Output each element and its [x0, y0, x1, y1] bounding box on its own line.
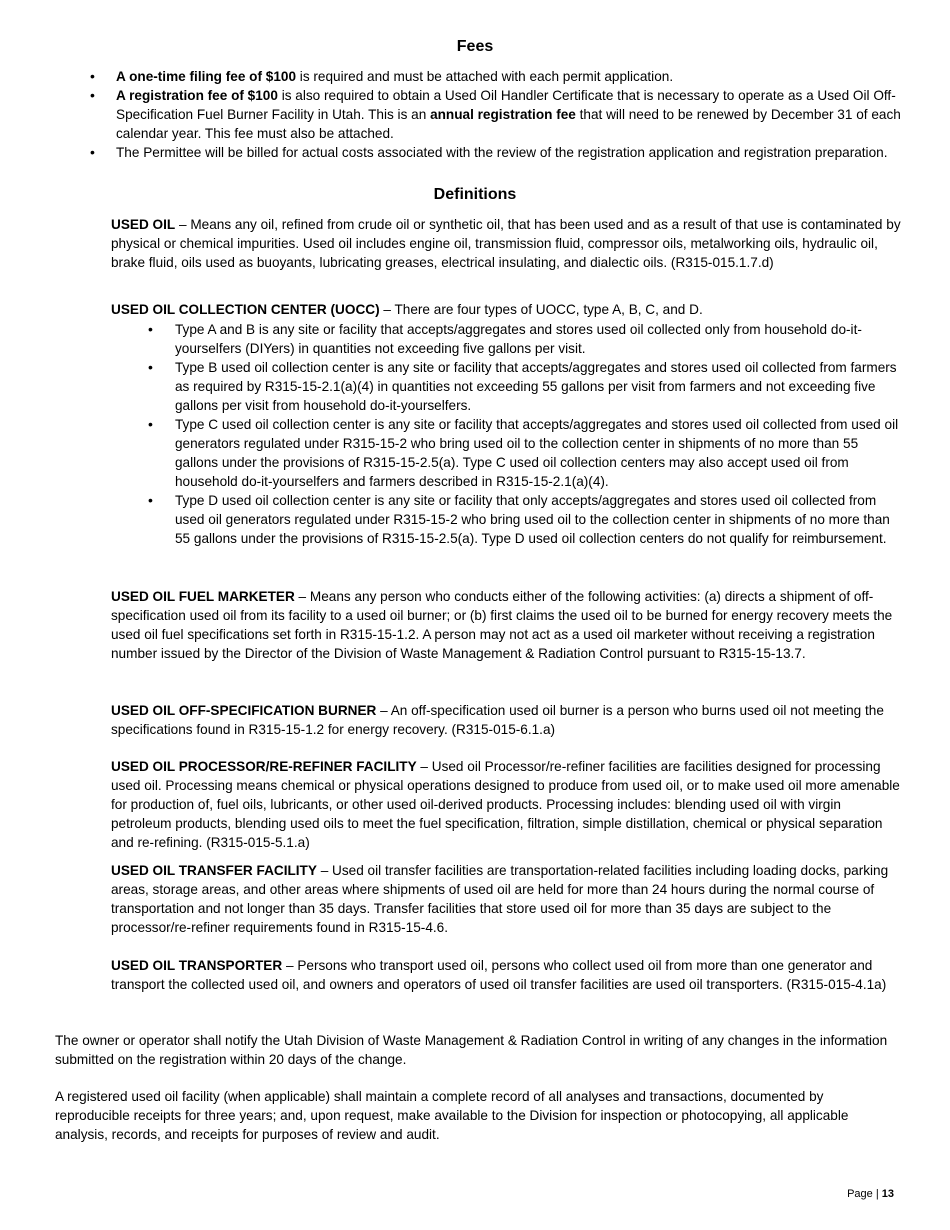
- definition-transporter: [111, 956, 901, 994]
- definition-term: USED OIL TRANSFER FACILITY: [111, 863, 317, 878]
- notify-paragraph: The owner or operator shall notify the Utah Division of Waste Management & Radiation Control in writing of any changes in the information submitted on the registration within 20 days of the change.: [55, 1033, 888, 1067]
- uocc-type-list: [175, 320, 900, 548]
- fees-heading: Fees: [456, 38, 494, 55]
- fees-list: [116, 67, 906, 162]
- list-item: [116, 67, 906, 86]
- definition-term: USED OIL OFF-SPECIFICATION BURNER: [111, 703, 377, 718]
- records-paragraph: A registered used oil facility (when applicable) shall maintain a complete record of all analyses and transactions, documented by reproducible receipts for three years; and, upon request, make available to the Division for inspection or photocopying, all applicable analysis, records, and receipts for purposes of review and audit.: [55, 1089, 849, 1142]
- fee-text: is also required to obtain a Used Oil Handler Certificate that is necessary to operate as a Used Oil Off-Specification Fuel Burner Facility in Utah. This is an: [116, 88, 896, 122]
- definition-off-spec-burner: [111, 701, 901, 739]
- definition-used-oil: [111, 215, 901, 272]
- definition-text: – Means any oil, refined from crude oil or synthetic oil, that has been used and as a result of that use is contaminated by physical or chemical impurities. Used oil includes engine oil, transmission fluid, compressor oils, metalworking oils, hydraulic oil, brake fluid, oils used as buoyants, lubricating greases, electrical insulating, and dialectic oils. (R315-015.1.7.d): [111, 217, 901, 270]
- list-item: • Type C used oil collection center is any site or facility that accepts/aggregates and stores used oil collected from used oil generators regulated under R315-15-2 who bring used oil to the collection center in shipments of no more than 55 gallons under the provisions of R315-15-2.5(a). Type C used oil collection centers may also accept used oil from household do-it-yourselfers and farmers described in R315-15-2.1(a)(4).: [175, 415, 900, 491]
- page-footer: [847, 1185, 894, 1204]
- list-item: [116, 86, 906, 143]
- fee-bold: A registration fee of $100: [116, 88, 278, 103]
- definition-term: USED OIL PROCESSOR/RE-REFINER FACILITY: [111, 759, 417, 774]
- definition-text: – Used oil Processor/re-refiner facilities are facilities designed for processing used oil. Processing means chemical or physical operations designed to produce from used oil, or to make used oil more amenable for production of, fuel oils, lubricants, or other used oil-derived products. Processing includes: blending used oil with virgin petroleum products, blending used oils to meet the fuel specification, filtration, simple distillation, chemical or physical separation and re-refining. (R315-015-5.1.a): [111, 759, 900, 850]
- definition-text: – There are four types of UOCC, type A, B, C, and D.: [379, 302, 703, 317]
- definition-fuel-marketer: [111, 587, 901, 663]
- fee-bold-annual: annual registration fee: [430, 107, 576, 122]
- fee-text: The Permittee will be billed for actual costs associated with the review of the registration application and registration preparation.: [116, 145, 888, 160]
- definition-text: – Means any person who conducts either of the following activities: (a) directs a shipment of off-specification used oil from its facility to a used oil burner; or (b) first claims the used oil to be burned for energy recovery meets the used oil fuel specifications set forth in R315-15-1.2. A person may not act as a used oil marketer without receiving a registration number issued by the Director of the Division of Waste Management & Radiation Control pursuant to R315-15-13.7.: [111, 589, 893, 661]
- list-item: [116, 143, 906, 162]
- fee-text: is required and must be attached with each permit application.: [296, 69, 674, 84]
- definition-term: USED OIL: [111, 217, 176, 232]
- definition-term: USED OIL COLLECTION CENTER (UOCC): [111, 302, 380, 317]
- definition-term: USED OIL FUEL MARKETER: [111, 589, 295, 604]
- list-item: • Type A and B is any site or facility that accepts/aggregates and stores used oil collected only from household do-it-yourselfers (DIYers) in quantities not exceeding five gallons per visit.: [175, 320, 900, 358]
- definition-uocc: [111, 300, 901, 319]
- list-item: • Type B used oil collection center is any site or facility that accepts/aggregates and stores used oil collected from farmers as required by R315-15-2.1(a)(4) in quantities not exceeding 55 gallons per visit from farmers and not exceeding five gallons per visit from household do-it-yourselfers.: [175, 358, 900, 415]
- definition-transfer-facility: [111, 861, 901, 937]
- definition-text: – Used oil transfer facilities are transportation-related facilities including loading docks, parking areas, storage areas, and other areas where shipments of used oil are held for more than 24 hours during the normal course of transportation and not longer than 35 days. Transfer facilities that store used oil for more than 35 days are subject to the processor/re-refiner requirements found in R315-15-4.6.: [111, 863, 889, 935]
- definition-text: – Persons who transport used oil, persons who collect used oil from more than one generator and transport the collected used oil, and owners and operators of used oil transfer facilities are used oil transporters. (R315-015-4.1a): [111, 958, 887, 992]
- page-number: 13: [881, 1188, 894, 1200]
- definition-processor: [111, 757, 901, 852]
- list-item: • Type D used oil collection center is any site or facility that only accepts/aggregates and stores used oil collected from used oil generators regulated under R315-15-2 who bring used oil to the collection center in shipments of no more than 55 gallons under the provisions of R315-15-2.5(a). Type D used oil collection centers do not qualify for reimbursement.: [175, 491, 900, 548]
- fee-text: that will need to be renewed by December 31 of each calendar year. This fee must also be attached.: [116, 107, 901, 141]
- definitions-heading: Definitions: [433, 186, 517, 203]
- fee-bold: A one-time filing fee of $100: [116, 69, 297, 84]
- page-label: Page |: [847, 1188, 882, 1200]
- definition-term: USED OIL TRANSPORTER: [111, 958, 283, 973]
- definition-text: – An off-specification used oil burner is a person who burns used oil not meeting the specifications found in R315-15-1.2 for energy recovery. (R315-015-6.1.a): [111, 703, 884, 737]
